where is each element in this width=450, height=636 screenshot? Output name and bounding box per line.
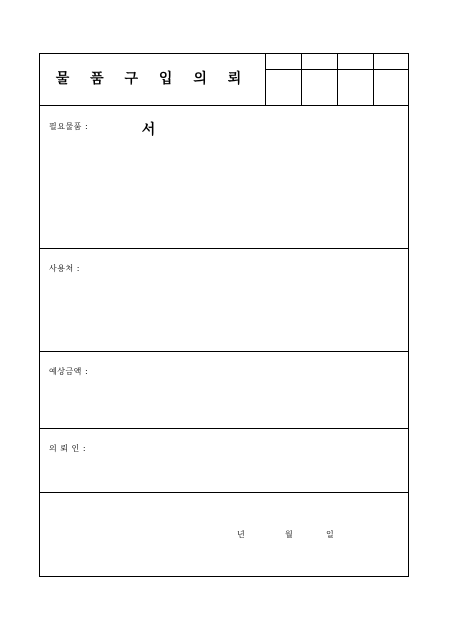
form-title: 물 품 구 입 의 뢰 서	[55, 71, 250, 138]
usage-section[interactable]	[40, 249, 408, 352]
approval-cell-4[interactable]	[373, 54, 408, 105]
approval-cell-2[interactable]	[301, 54, 337, 105]
approval-cell-1[interactable]	[265, 54, 301, 105]
approval-cell-3[interactable]	[337, 54, 373, 105]
estimated-cost-section[interactable]	[40, 352, 408, 429]
required-items-section[interactable]	[40, 105, 408, 249]
estimated-cost-label: 예상금액 :	[49, 367, 89, 376]
approval-divider	[265, 69, 408, 70]
required-items-label: 필요물품 :	[49, 122, 89, 131]
requester-section[interactable]	[40, 429, 408, 493]
date-month-label: 월	[285, 530, 293, 539]
date-year-label: 년	[237, 530, 245, 539]
usage-label: 사용처 :	[49, 264, 80, 273]
purchase-request-form	[39, 53, 409, 577]
approval-box	[265, 54, 408, 105]
requester-label: 의 뢰 인 :	[49, 444, 87, 453]
date-day-label: 일	[326, 530, 334, 539]
date-section	[40, 493, 408, 576]
